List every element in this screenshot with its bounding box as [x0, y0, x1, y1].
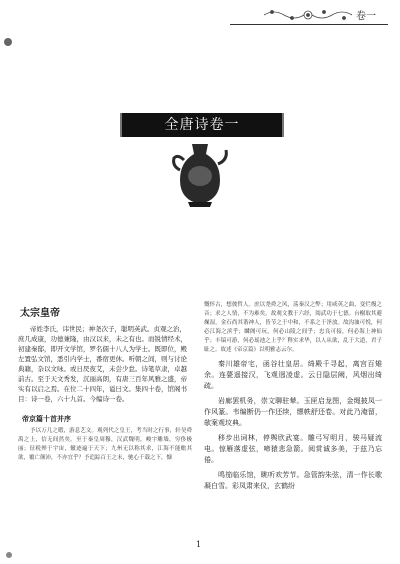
- margin-mark-bottom: [6, 552, 12, 558]
- verse-1: 秦川雄帝宅，函谷壮皇居。绮殿千寻起，离宫百雉余。连甍遥接汉，飞观迥凌虚。云日隐层阙，风烟出绮疏。: [204, 360, 382, 390]
- right-column: [204, 301, 382, 492]
- chapter-banner: [120, 113, 284, 137]
- verse-2: 岩廊罢机务，崇文聊驻辇。玉匣启龙图，金绳披凤一作风篆。韦编断仍一作还续，缥帙舒还卷。对此乃淹留，欹案观坟典。: [204, 397, 382, 427]
- header-rule: [230, 24, 388, 25]
- left-column: [18, 304, 192, 463]
- ewer-vase-icon: [170, 140, 230, 208]
- verse-4: 鸣笳临乐馆，眺听欢芳节。急管韵朱弦，清一作长歌凝白雪。彩凤肃来仪，玄鹤纷: [204, 471, 382, 490]
- floral-ornament-icon: [262, 8, 354, 22]
- poem-preface: 予以万几之暇，游息艺文。观列代之皇王，考当时之行事，轩昊舜禹之上，信无间然矣。至于秦皇周穆，汉武魏明，峻宇雕墙，穷侈极丽；征税殚于宇宙，辙迹遍于天下；九州无以称其求，江海不能赡其欲，覆亡颠沛，不亦宜乎？予追踪百王之末，驰心千载之下，慷: [18, 428, 192, 461]
- section-title: 太宗皇帝: [20, 308, 60, 319]
- poem-title: 帝京篇十首并序: [22, 415, 71, 423]
- author-biography: 帝姓李氏，讳世民；神尧次子，聪明英武。贞观之治，庶几成康，功德兼隆，由汉以来，未之有也。而锐情经术，初建秦邸，即开文学馆，罗名儒十八人为学士。既即位，殿左置弘文馆，悉引内学士，番宿更休。听朝之间，则与讨论典籍，杂以文咏。或日昃夜艾，未尝少怠。诗笔草隶，卓越前古。至于天文秀发，沉丽高朗，有唐三百年风雅之盛，帝实有以启之焉。在位二十四年，谥曰文。集四十卷，馆阁书目：诗一卷，六十九首。今编诗一卷。: [18, 325, 187, 403]
- poem-preface-continued: 慨怀古，想彼哲人。庶以尧舜之风，荡秦汉之弊；用咸英之曲，变烂熳之音；求之人情，不为难矣。故观文教于六经，阅武功于七德。台榭取其避燥湿，金石尚其谐神人，皆节之于中和，不系之于淫放。故沟洫可悦，何必江海之滨乎；麟阁可玩，何必山陵之间乎；忠良可接，何必海上神仙乎；丰镐可游，何必瑶池之上乎？释实求华，以人从欲，乱于大道，君子耻之。故述《帝京篇》以明雅志云尔。: [204, 302, 382, 353]
- page-number: 1: [196, 540, 202, 549]
- margin-mark: [4, 38, 12, 46]
- running-header-label: 卷一: [356, 11, 376, 22]
- chapter-title: 全唐诗卷一: [164, 117, 240, 133]
- verse-3: 移步出词林，停舆欣武宴。雕弓写明月，骏马疑流电。惊雁落虚弦，啼猿悲急箭。阅赏诚多美，于兹乃忘倦。: [204, 434, 382, 464]
